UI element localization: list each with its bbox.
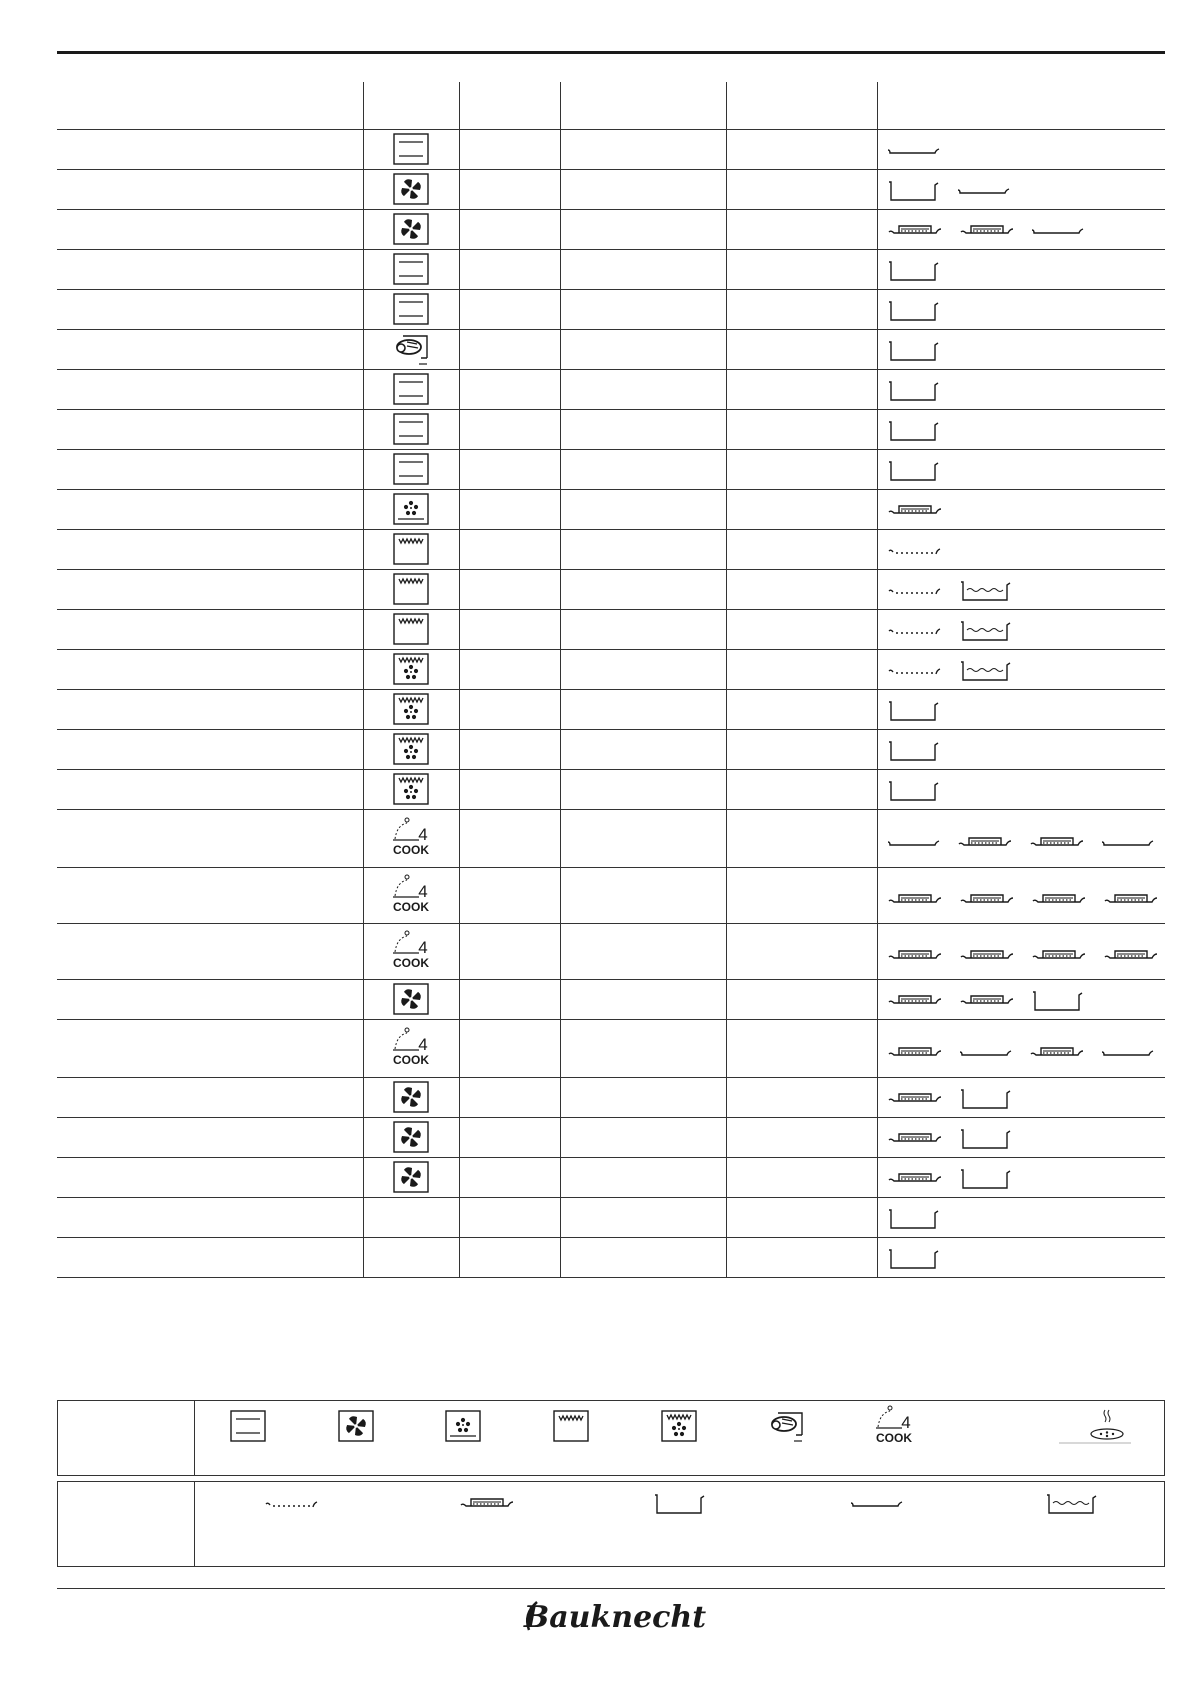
row-divider	[57, 649, 1165, 650]
function-cell	[363, 289, 459, 329]
baking-tray-icon	[887, 1044, 943, 1062]
brand-logo	[515, 1592, 715, 1642]
forced-air-fan-icon	[334, 1405, 378, 1447]
turbo-grill-icon	[393, 773, 429, 805]
row-divider	[57, 867, 1165, 868]
row-divider	[57, 979, 1165, 980]
baking-tray-icon	[959, 947, 1015, 965]
legend-divider	[194, 1400, 195, 1476]
baking-tray-icon	[1103, 891, 1159, 909]
row-divider	[57, 689, 1165, 690]
forced-air-fan-icon	[393, 173, 429, 205]
function-cell	[363, 1157, 459, 1197]
row-divider	[57, 1019, 1165, 1020]
row-divider	[57, 129, 1165, 130]
function-cell	[363, 169, 459, 209]
accessory-cell	[877, 252, 1165, 289]
drip-tray-icon	[887, 300, 941, 322]
function-cell	[363, 1117, 459, 1157]
function-cell	[363, 489, 459, 529]
turbo-grill-icon	[657, 1405, 701, 1447]
function-cell	[363, 1197, 459, 1237]
accessory-cell	[877, 1080, 1165, 1117]
row-divider	[57, 169, 1165, 170]
grill-icon	[393, 573, 429, 605]
legend-accessories-box	[57, 1481, 1165, 1567]
baking-tray-icon	[887, 502, 943, 520]
accessory-cell	[877, 1160, 1165, 1197]
svg-text:COOK: COOK	[876, 1431, 912, 1445]
drip-tray-icon	[887, 340, 941, 362]
row-divider	[57, 1237, 1165, 1238]
drip-tray-icon	[887, 700, 941, 722]
flat-baking-tray-icon	[959, 1046, 1013, 1060]
accessory-cell	[877, 412, 1165, 449]
cook-4-icon	[391, 1027, 431, 1069]
conventional-heat-icon	[393, 253, 429, 285]
svg-text:COOK: COOK	[393, 843, 429, 857]
row-divider	[57, 329, 1165, 330]
drip-tray-icon	[887, 1248, 941, 1270]
baking-tray-icon	[1029, 1044, 1085, 1062]
convection-bake-icon	[393, 493, 429, 525]
forced-air-fan-icon	[393, 983, 429, 1015]
function-cell	[363, 923, 459, 979]
function-cell	[363, 529, 459, 569]
baking-tray-icon	[887, 222, 943, 240]
function-cell	[363, 867, 459, 923]
accessory-cell	[877, 1200, 1165, 1237]
drip-tray-icon	[959, 1128, 1013, 1150]
accessory-cell	[877, 819, 1165, 867]
drip-tray-icon	[887, 1208, 941, 1230]
row-divider	[57, 729, 1165, 730]
forced-air-fan-icon	[393, 1121, 429, 1153]
cook-4-icon	[391, 874, 431, 916]
function-cell	[363, 979, 459, 1019]
legend-divider	[194, 1481, 195, 1567]
drip-tray-icon	[887, 180, 941, 202]
conventional-heat-icon	[226, 1405, 270, 1447]
turbo-grill-icon	[393, 693, 429, 725]
row-divider	[57, 569, 1165, 570]
row-divider	[57, 249, 1165, 250]
row-divider	[57, 449, 1165, 450]
drip-tray-with-water-icon	[959, 660, 1013, 682]
function-cell	[363, 809, 459, 867]
column-divider	[459, 82, 460, 1277]
accessory-cell	[877, 452, 1165, 489]
column-divider	[726, 82, 727, 1277]
accessory-cell	[877, 532, 1165, 569]
flat-baking-tray-icon	[1101, 836, 1155, 850]
function-cell	[363, 249, 459, 289]
accessory-cell	[877, 132, 1165, 169]
wire-shelf-icon	[887, 543, 943, 559]
baking-tray-icon	[957, 834, 1013, 852]
function-cell	[363, 649, 459, 689]
bottom-rule	[57, 1588, 1165, 1589]
row-divider	[57, 209, 1165, 210]
baking-tray-icon	[1031, 947, 1087, 965]
accessory-cell	[877, 877, 1165, 923]
baking-tray-icon	[959, 992, 1015, 1010]
function-cell	[363, 569, 459, 609]
function-cell	[363, 409, 459, 449]
function-cell	[363, 1019, 459, 1077]
flat-baking-tray-icon	[1031, 224, 1085, 238]
grill-icon	[393, 533, 429, 565]
function-cell	[363, 1077, 459, 1117]
accessory-cell	[877, 1120, 1165, 1157]
conventional-heat-icon	[393, 293, 429, 325]
forced-air-fan-icon	[393, 1161, 429, 1193]
accessory-cell	[877, 332, 1165, 369]
flat-baking-tray-icon	[957, 184, 1011, 198]
row-divider	[57, 1157, 1165, 1158]
svg-text:Bauknecht: Bauknecht	[523, 1600, 707, 1635]
baking-tray-icon	[1103, 947, 1159, 965]
wire-shelf-icon	[262, 1492, 322, 1516]
accessory-cell	[877, 612, 1165, 649]
grill-icon	[393, 613, 429, 645]
function-cell	[363, 329, 459, 369]
baking-tray-icon	[887, 947, 943, 965]
function-cell	[363, 449, 459, 489]
drip-tray-icon	[887, 780, 941, 802]
accessory-cell	[877, 292, 1165, 329]
row-divider	[57, 769, 1165, 770]
row-divider	[57, 923, 1165, 924]
function-cell	[363, 1237, 459, 1277]
baking-tray-icon	[887, 1130, 943, 1148]
drip-tray-icon	[959, 1168, 1013, 1190]
wire-shelf-icon	[887, 623, 943, 639]
row-divider	[57, 409, 1165, 410]
svg-text:4: 4	[418, 825, 428, 844]
wire-shelf-icon	[887, 663, 943, 679]
baking-tray-icon	[1031, 891, 1087, 909]
svg-text:4: 4	[901, 1413, 911, 1432]
svg-text:COOK: COOK	[393, 1053, 429, 1067]
function-cell	[363, 769, 459, 809]
accessory-cell	[877, 212, 1165, 249]
maxi-cooking-icon	[764, 1405, 808, 1447]
drip-tray-icon	[887, 740, 941, 762]
row-divider	[57, 369, 1165, 370]
row-divider	[57, 529, 1165, 530]
row-divider	[57, 289, 1165, 290]
accessory-cell	[877, 372, 1165, 409]
conventional-heat-icon	[393, 453, 429, 485]
accessory-cell	[877, 982, 1165, 1019]
baking-tray-icon	[457, 1492, 517, 1516]
column-divider	[560, 82, 561, 1277]
maxi-cooking-icon	[393, 332, 429, 366]
row-divider	[57, 1117, 1165, 1118]
baking-tray-icon	[887, 992, 943, 1010]
accessory-cell	[877, 652, 1165, 689]
flat-baking-tray-icon	[1101, 1046, 1155, 1060]
baking-tray-icon	[959, 222, 1015, 240]
drip-tray-with-water-icon	[959, 620, 1013, 642]
drip-tray-icon	[887, 380, 941, 402]
drip-tray-icon	[1031, 990, 1085, 1012]
row-divider	[57, 1277, 1165, 1278]
drip-tray-icon	[887, 460, 941, 482]
turbo-grill-icon	[393, 653, 429, 685]
drip-tray-icon	[887, 420, 941, 442]
conventional-heat-icon	[393, 133, 429, 165]
flat-baking-tray-icon	[847, 1492, 907, 1516]
function-cell	[363, 369, 459, 409]
accessory-cell	[877, 1029, 1165, 1077]
row-divider	[57, 489, 1165, 490]
row-divider	[57, 1197, 1165, 1198]
drip-tray-icon	[650, 1492, 710, 1516]
function-cell	[363, 209, 459, 249]
row-divider	[57, 1077, 1165, 1078]
accessory-cell	[877, 772, 1165, 809]
cook-4-icon	[872, 1405, 916, 1447]
accessory-cell	[877, 492, 1165, 529]
conventional-heat-icon	[393, 413, 429, 445]
function-cell	[363, 129, 459, 169]
baking-tray-icon	[887, 1090, 943, 1108]
forced-air-fan-icon	[393, 1081, 429, 1113]
drip-tray-icon	[887, 260, 941, 282]
baking-tray-icon	[959, 891, 1015, 909]
function-cell	[363, 689, 459, 729]
svg-text:COOK: COOK	[393, 900, 429, 914]
accessory-cell	[877, 172, 1165, 209]
accessory-cell	[877, 732, 1165, 769]
svg-text:COOK: COOK	[393, 956, 429, 970]
accessory-cell	[877, 572, 1165, 609]
grill-icon	[549, 1405, 593, 1447]
flat-baking-tray-icon	[887, 836, 941, 850]
baking-tray-icon	[1029, 834, 1085, 852]
svg-text:4: 4	[418, 938, 428, 957]
turbo-grill-icon	[393, 733, 429, 765]
top-rule	[57, 51, 1165, 54]
svg-text:4: 4	[418, 1035, 428, 1054]
convection-bake-icon	[441, 1405, 485, 1447]
cook-4-icon	[391, 930, 431, 972]
legend-functions-box	[57, 1400, 1165, 1476]
accessory-cell	[877, 933, 1165, 979]
crisp-pizza-icon	[1057, 1405, 1133, 1447]
svg-text:4: 4	[418, 882, 428, 901]
drip-tray-with-water-icon	[1042, 1492, 1102, 1516]
accessory-cell	[877, 692, 1165, 729]
function-cell	[363, 729, 459, 769]
conventional-heat-icon	[393, 373, 429, 405]
accessory-cell	[877, 1240, 1165, 1277]
row-divider	[57, 609, 1165, 610]
row-divider	[57, 809, 1165, 810]
baking-tray-icon	[887, 891, 943, 909]
function-cell	[363, 609, 459, 649]
forced-air-fan-icon	[393, 213, 429, 245]
cook-4-icon	[391, 817, 431, 859]
baking-tray-icon	[887, 1170, 943, 1188]
wire-shelf-icon	[887, 583, 943, 599]
flat-baking-tray-icon	[887, 144, 941, 158]
drip-tray-icon	[959, 1088, 1013, 1110]
drip-tray-with-water-icon	[959, 580, 1013, 602]
